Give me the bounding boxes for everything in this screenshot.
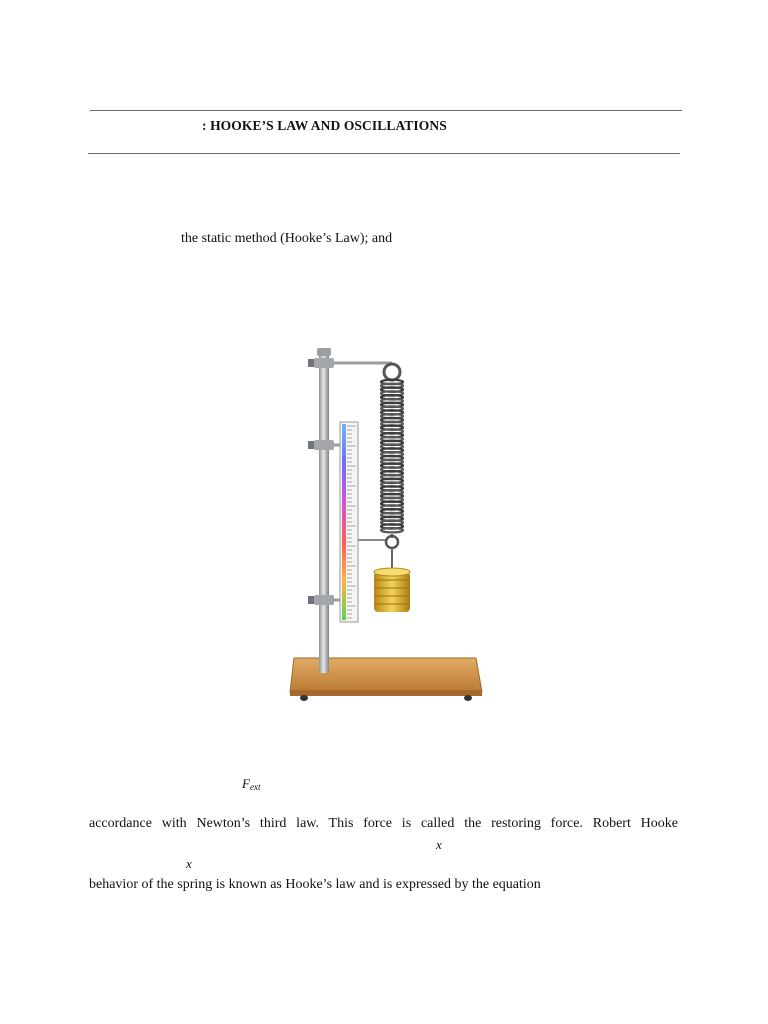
- hanging-mass: [374, 536, 410, 612]
- paragraph-line-1: accordance with Newton’s third law. This force is called the restoring force. Robert Hooke: [89, 816, 678, 831]
- clamp-middle: [308, 440, 342, 450]
- paragraph-line-2: behavior of the spring is known as Hooke’s law and is expressed by the equation: [89, 877, 541, 892]
- force-symbol: [242, 776, 260, 792]
- wooden-base: [290, 658, 482, 701]
- header-bottom-rule: [88, 153, 680, 154]
- page-title: : HOOKE’S LAW AND OSCILLATIONS: [202, 118, 447, 133]
- clamp-top: [308, 358, 392, 368]
- method-text: the static method (Hooke’s Law); and: [181, 231, 393, 246]
- coil-spring: [381, 364, 403, 538]
- measuring-ruler: [340, 422, 358, 622]
- force-subscript: ext: [249, 782, 261, 792]
- variable-x-left: x: [186, 856, 192, 871]
- variable-x-right: x: [436, 837, 442, 852]
- clamp-bottom: [308, 595, 342, 605]
- force-symbol-main: F: [242, 776, 250, 791]
- spring-apparatus-figure: [280, 340, 490, 710]
- stand-rod: [319, 348, 329, 673]
- header-top-rule: [90, 110, 682, 111]
